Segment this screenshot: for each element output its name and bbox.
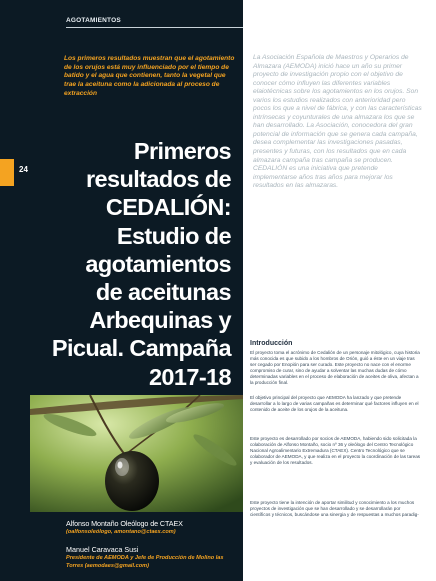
olive-photo [30, 395, 243, 512]
title-line: Picual. Campaña [51, 335, 231, 362]
author-2-name: Manuel Caravaca Susi [66, 545, 139, 554]
article-title [6, 137, 231, 391]
title-line: 2017-18 [148, 363, 231, 390]
page-number-tab [0, 159, 14, 186]
body-paragraph: Este proyecto es desarrollado por socios de AEMODA, habiendo sido solicitada la colaboración de Alfonso Montaño, socio nº 36 y oleólogo del Centro Tecnológico Nacional Agroalimentario Extremadura (CTAEX). Centro Tecnológico que se colaborador de AEMODA, y que realiza en el proyecto la coordinación de las tareas y evaluación de los resultados. [250, 436, 421, 466]
title-line: CEDALIÓN: [105, 194, 231, 221]
author-2-detail: Presidente de AEMODA y Jefe de Producción de Molino las Torres (aemodaes@gmail.com) [66, 555, 224, 569]
title-line: Primeros [133, 138, 231, 164]
title-line: de aceitunas [95, 279, 231, 306]
olive-branch-illustration [30, 395, 243, 512]
lead-summary: Los primeros resultados muestran que el agotamiento de los orujos está muy influenciado por el tiempo de batido y el agua que contienen, tanto la vegetal que trae la aceituna como la adicionada al proceso de extracción [64, 55, 235, 97]
section-divider [66, 27, 243, 28]
title-line: Estudio de [116, 222, 231, 249]
body-paragraph: El proyecto toma el acrónimo de Cedalión de un personaje mitológico, cuya historia más conocida es que subido a los hombros de Orión, guió a éste en un viaje tras ser cegado por Enopión para ser curado. Este proyecto no nace con el enorme compromiso de curar, sino de ayudar a solventar las muchas dudas de cómo determinadas variables en el proceso de elaboración de aceites de oliva, afectan a la producción final. [250, 350, 420, 386]
section-label: AGOTAMIENTOS [66, 17, 121, 24]
author-1-name: Alfonso Montaño Oleólogo de CTAEX [66, 519, 183, 528]
title-line: Arbequinas y [89, 307, 231, 334]
page-number: 24 [19, 165, 28, 174]
section-heading: Introducción [250, 340, 293, 347]
body-paragraph: Este proyecto tiene la intención de aportar similitud y conocimiento a los muchos proyectos de investigación que se han desarrollado y se desarrollarán por científicos y técnicos, buscándose una sinergia y de respuestas a muchos paradig- [250, 500, 419, 518]
author-1-detail: (oalfonsoleólogo, amontano@ctaex.com) [66, 529, 176, 535]
title-line: resultados de [86, 166, 231, 193]
body-paragraph: El objetivo principal del proyecto que AEMODA ha lanzado y que pretende desarrollar a lo largo de varias campañas es determinar qué factores influyen en el contenido de aceite de los orujos de la aceituna. [250, 395, 419, 413]
title-line: agotamientos [85, 250, 231, 277]
intro-text: La Asociación Española de Maestros y Operarios de Almazara (AEMODA) inició hace un año su primer proyecto de investigación propio con el objetivo de conocer cómo influyen las diferentes variables elaiotécnicas sobre los agotamientos en los orujos. Son varios los estudios realizados con anterioridad pero pocos los que a nivel de fábrica, y con las características intrínsecas y coyunturales de una almazara los que se han desarrollado. La Asociación, conocedora del gran potencial de información que se genera cada campaña, desea complementar las investigaciones pasadas, presentes y futuras, con los resultados que en cada almazara campaña tras campaña se producen. CEDALIÓN es una iniciativa que pretende implementarse años tras años para mejorar los resultados en las almazaras. [253, 54, 422, 190]
